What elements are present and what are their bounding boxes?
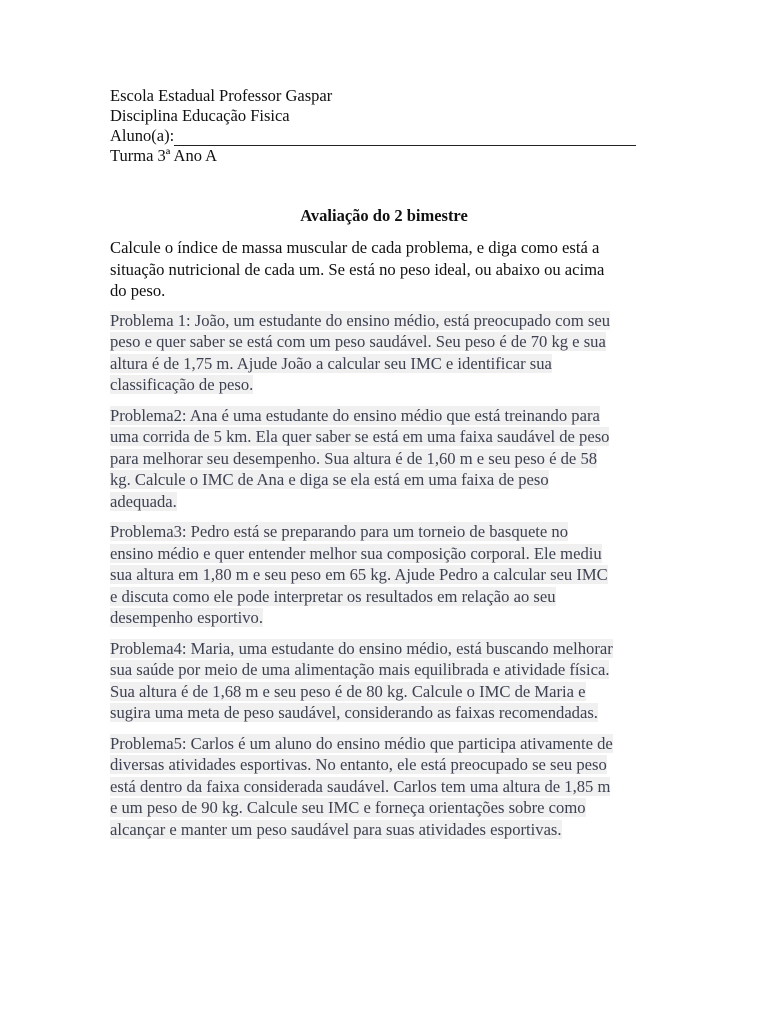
problem-line: Problema 1: João, um estudante do ensino médio, está preocupado com seu [110,310,611,330]
exam-content [110,237,660,849]
student-label: Aluno(a): [110,126,175,145]
problem-line: para melhorar seu desempenho. Sua altura é de 1,60 m e seu peso é de 58 [110,448,598,468]
document-header [110,86,670,166]
problem-line: Problema3: Pedro está se preparando para um torneio de basquete no [110,522,569,541]
problem-1 [110,310,660,396]
problem-line: ensino médio e quer entender melhor sua composição corporal. Ele mediu [110,543,602,563]
problem-2 [110,405,660,513]
instruction-line: Calcule o índice de massa muscular de cada problema, e diga como está a [110,238,600,257]
problem-line: Problema5: Carlos é um aluno do ensino médio que participa ativamente de [110,733,613,753]
discipline-name: Disciplina Educação Fisica [110,106,290,125]
problem-line: sua altura em 1,80 m e seu peso em 65 kg. Ajude Pedro a calcular seu IMC [110,565,608,584]
problem-line: kg. Calcule o IMC de Ana e diga se ela está em uma faixa de peso [110,470,549,489]
problem-4 [110,638,660,724]
problem-line: peso e quer saber se está com um peso saudável. Seu peso é de 70 kg e sua [110,332,606,351]
problem-line: Sua altura é de 1,68 m e seu peso é de 80 kg. Calcule o IMC de Maria e [110,681,586,701]
problem-line: altura é de 1,75 m. Ajude João a calcular seu IMC e identificar sua [110,353,552,373]
problem-line: adequada. [110,491,177,511]
instruction-line: do peso. [110,281,166,300]
problem-line: classificação de peso. [110,375,254,394]
problem-line: uma corrida de 5 km. Ela quer saber se está em uma faixa saudável de peso [110,427,610,446]
instructions [110,237,660,302]
problem-line: sua saúde por meio de uma alimentação mais equilibrada e atividade física. [110,660,610,679]
school-name: Escola Estadual Professor Gaspar [110,86,333,105]
student-name-blank[interactable] [174,130,636,146]
problem-line: Problema4: Maria, uma estudante do ensino médio, está buscando melhorar [110,638,613,658]
problem-line: e um peso de 90 kg. Calcule seu IMC e forneça orientações sobre como [110,798,586,817]
problem-line: diversas atividades esportivas. No entanto, ele está preocupado se seu peso [110,755,607,774]
instruction-line: situação nutricional de cada um. Se está no peso ideal, ou abaixo ou acima [110,259,605,279]
problem-line: alcançar e manter um peso saudável para suas atividades esportivas. [110,819,562,839]
problem-line: Problema2: Ana é uma estudante do ensino médio que está treinando para [110,405,600,425]
student-name-line [110,126,670,146]
problem-3 [110,521,660,629]
problem-5 [110,733,660,841]
class-name: Turma 3ª Ano A [110,146,218,165]
problem-line: e discuta como ele pode interpretar os resultados em relação ao seu [110,586,556,606]
exam-title: Avaliação do 2 bimestre [300,206,468,225]
problem-line: desempenho esportivo. [110,608,263,627]
problem-line: sugira uma meta de peso saudável, considerando as faixas recomendadas. [110,703,598,722]
problem-line: está dentro da faixa considerada saudável. Carlos tem uma altura de 1,85 m [110,776,611,796]
